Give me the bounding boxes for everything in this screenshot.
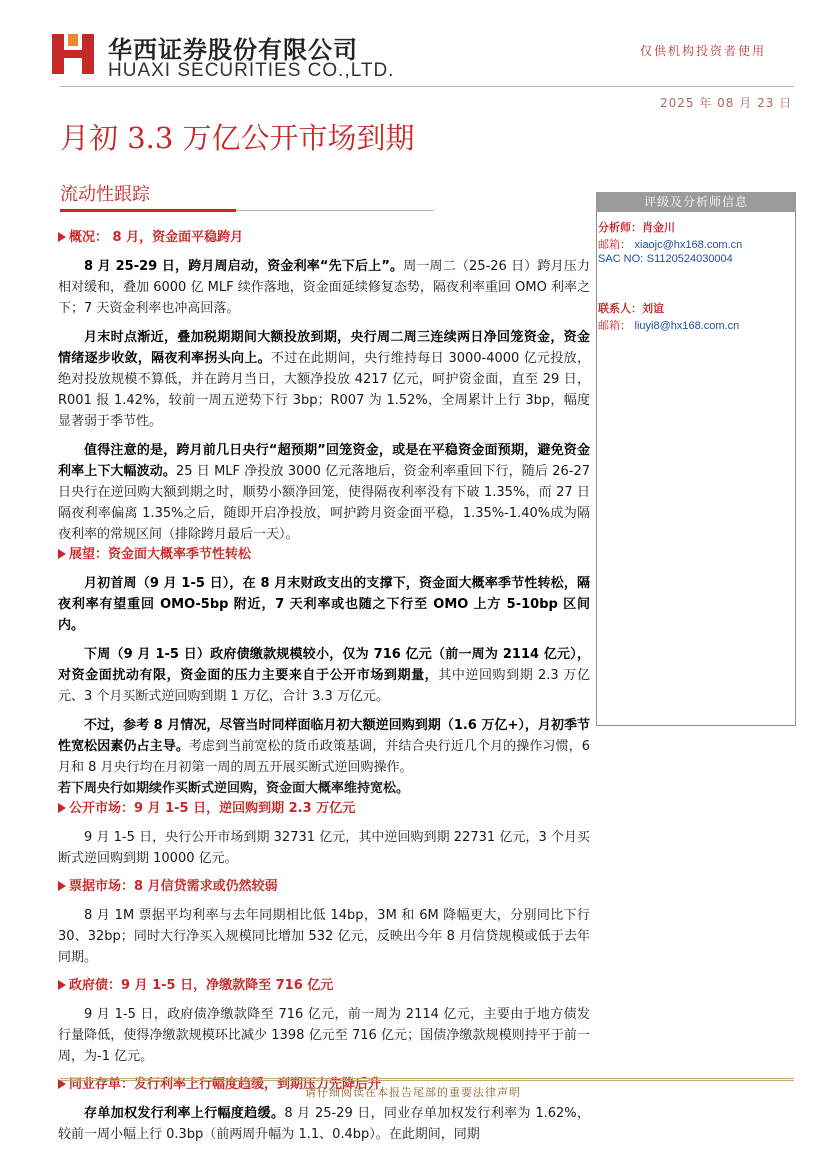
report-category: 流动性跟踪 <box>60 184 150 205</box>
paragraph: 9 月 1-5 日，政府债净缴款降至 716 亿元，前一周为 2114 亿元，主要由于地方债发行量降低，使得净缴款规模环比减少 1398 亿元至 716 亿元；国债净缴款规模则持平于前一周，为-1 亿元。 <box>58 1007 590 1064</box>
footer-divider-double <box>60 1080 794 1081</box>
triangle-bullet-icon <box>58 881 66 891</box>
paragraph: 9 月 1-5 日，央行公开市场到期 32731 亿元，其中逆回购到期 22731 亿元，3 个月买断式逆回购到期 10000 亿元。 <box>58 830 590 866</box>
contact-email-label: 邮箱： <box>598 319 631 332</box>
brand-name-en: HUAXI SECURITIES CO.,LTD. <box>108 60 395 81</box>
paragraph: 月初首周（9 月 1-5 日），在 8 月末财政支出的支撑下，资金面大概率季节性转松，隔夜利率有望重回 OMO-5bp 附近，7 天利率或也随之下行至 OMO 上方 5-10bp 区间内。 <box>58 576 590 633</box>
section-heading-overview: 概况： 8 月，资金面平稳跨月 <box>58 228 590 248</box>
category-rule <box>236 210 434 211</box>
contact-email-link[interactable]: liuyi8@hx168.com.cn <box>634 320 740 332</box>
paragraph: 值得注意的是，跨月前几日央行“超预期”回笼资金，或是在平稳资金面预期，避免资金利率上下大幅波动。25 日 MLF 净投放 3000 亿元落地后，资金利率重回下行，随后 26-27 日央行在逆回购大额到期之时，顺势小额净回笼，使得隔夜利率没有下破 1.35%，而 27 日隔夜利率偏离 1.35%之后，随即开启净投放，呵护跨月资金面平稳，1.35%-1.40%成为隔夜利率的常规区间（排除跨月最后一天）。 <box>58 443 590 542</box>
section-heading-ncd: 同业存单：发行利率上行幅度趋缓，到期压力先降后升 <box>58 1075 590 1095</box>
contact-email-row <box>598 317 739 333</box>
analyst-email-row <box>598 236 742 252</box>
paragraph: 下周（9 月 1-5 日）政府债缴款规模较小，仅为 716 亿元（前一周为 2114 亿元），对资金面扰动有限，资金面的压力主要来自于公开市场到期量，其中逆回购到期 2.3 万亿元、3 个月买断式逆回购到期 1 万亿，合计 3.3 万亿元。 <box>58 647 590 704</box>
analyst-info-box <box>596 192 796 726</box>
report-body <box>58 228 590 1145</box>
audience-note: 仅供机构投资者使用 <box>640 44 767 58</box>
analyst-name: 肖金川 <box>642 221 675 234</box>
analyst-email-link[interactable]: xiaojc@hx168.com.cn <box>634 239 743 251</box>
paragraph: 8 月 25-29 日，跨月周启动，资金利率“先下后上”。周一周二（25-26 日）跨月压力相对缓和，叠加 6000 亿 MLF 续作落地，资金面延续修复态势，隔夜利率重回 OMO 利率之下；7 天资金利率也冲高回落。 <box>58 259 590 316</box>
section-heading-gov-bonds: 政府债：9 月 1-5 日，净缴款降至 716 亿元 <box>58 976 590 996</box>
paragraph: 8 月 1M 票据平均利率与去年同期相比低 14bp，3M 和 6M 降幅更大，分别同比下行 30、32bp；同时大行净买入规模同比增加 532 亿元，反映出今年 8 月信贷规模或低于去年同期。 <box>58 908 590 965</box>
brand-name-cn: 华西证券股份有限公司 <box>108 35 358 64</box>
paragraph: 月末时点渐近，叠加税期期间大额投放到期，央行周二周三连续两日净回笼资金，资金情绪逐步收敛，隔夜利率拐头向上。不过在此期间，央行维持每日 3000-4000 亿元投放，绝对投放规模不算低，并在跨月当日，大额净投放 4217 亿元，呵护资金面，直至 29 日，R001 报 1.42%，较前一周五逆势下行 3bp；R007 为 1.52%，全周累计上行 3bp，幅度显著弱于季节性。 <box>58 330 590 429</box>
triangle-bullet-icon <box>58 232 66 242</box>
legal-disclaimer-note: 请仔细阅读在本报告尾部的重要法律声明 <box>305 1086 521 1099</box>
analyst-label: 分析师： <box>598 221 642 234</box>
report-title: 月初 3.3 万亿公开市场到期 <box>60 121 415 155</box>
sac-row <box>598 252 733 265</box>
footer-divider <box>60 1078 794 1079</box>
analyst-info-heading: 评级及分析师信息 <box>596 192 796 212</box>
paragraph-conclusion: 若下周央行如期续作买断式逆回购，资金面大概率维持宽松。 <box>58 781 410 796</box>
analyst-email-label: 邮箱： <box>598 238 631 251</box>
header-divider <box>60 86 794 87</box>
paragraph: 存单加权发行利率上行幅度趋缓。8 月 25-29 日，同业存单加权发行利率为 1.62%，较前一周小幅上行 0.3bp（前两周升幅为 1.1、0.4bp）。在此期间，同期 <box>58 1106 590 1142</box>
category-underline <box>60 209 236 212</box>
contact-label: 联系人： <box>598 302 642 315</box>
section-heading-bill-market: 票据市场：8 月信贷需求或仍然较弱 <box>58 877 590 897</box>
triangle-bullet-icon <box>58 980 66 990</box>
triangle-bullet-icon <box>58 803 66 813</box>
sac-label: SAC NO: <box>598 253 644 265</box>
contact-name: 刘谊 <box>642 302 664 315</box>
section-heading-outlook: 展望：资金面大概率季节性转松 <box>58 545 590 565</box>
sac-number: S1120524030004 <box>646 253 733 265</box>
paragraph: 不过，参考 8 月情况，尽管当时同样面临月初大额逆回购到期（1.6 万亿+），月初季节性宽松因素仍占主导。考虑到当前宽松的货币政策基调，并结合央行近几个月的操作习惯，6 月和 8 月央行均在月初第一周的周五开展买断式逆回购操作。 <box>58 718 590 775</box>
triangle-bullet-icon <box>58 549 66 559</box>
section-heading-open-market: 公开市场：9 月 1-5 日，逆回购到期 2.3 万亿元 <box>58 799 590 819</box>
contact-row <box>598 300 664 316</box>
analyst-row <box>598 219 675 235</box>
report-date: 2025 年 08 月 23 日 <box>660 96 793 110</box>
company-logo <box>52 32 96 76</box>
